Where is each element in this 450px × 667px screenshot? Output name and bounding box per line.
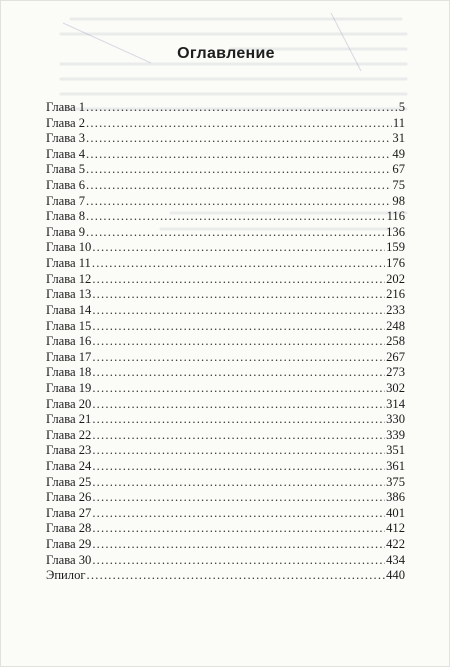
toc-dot-leader bbox=[92, 256, 385, 272]
toc-entry bbox=[46, 147, 405, 163]
toc-entry-label: Глава 24 bbox=[46, 459, 92, 474]
toc-dot-leader bbox=[92, 350, 385, 366]
toc-entry-label: Глава 6 bbox=[46, 178, 86, 193]
toc-dot-leader bbox=[92, 303, 385, 319]
toc-dot-leader bbox=[92, 272, 385, 288]
toc-entry bbox=[46, 319, 405, 335]
toc-entry-label: Глава 19 bbox=[46, 380, 92, 395]
toc-dot-leader bbox=[92, 334, 385, 350]
toc-entry-page-number: 31 bbox=[392, 131, 405, 146]
toc-entry-label: Глава 4 bbox=[46, 146, 86, 161]
toc-dot-leader bbox=[92, 490, 385, 506]
toc-dot-leader bbox=[92, 397, 385, 413]
toc-entry bbox=[46, 537, 405, 553]
toc-entry bbox=[46, 209, 405, 225]
toc-entry-label: Глава 1 bbox=[46, 100, 86, 114]
toc-entry-label: Глава 17 bbox=[46, 349, 92, 364]
toc-dot-leader bbox=[86, 178, 391, 194]
toc-entry bbox=[46, 412, 405, 428]
toc-entry-page-number: 386 bbox=[386, 490, 405, 505]
toc-entry-page-number: 422 bbox=[386, 537, 405, 552]
toc-entry-label: Глава 21 bbox=[46, 412, 92, 427]
toc-entry bbox=[46, 350, 405, 366]
toc-entry bbox=[46, 521, 405, 537]
toc-entry-page-number: 136 bbox=[386, 224, 405, 239]
toc-entry bbox=[46, 381, 405, 397]
toc-entry bbox=[46, 365, 405, 381]
toc-entry bbox=[46, 568, 405, 584]
toc-entry bbox=[46, 303, 405, 319]
toc-entry bbox=[46, 256, 405, 272]
toc-entry-label: Глава 9 bbox=[46, 224, 86, 239]
toc-entry-label: Глава 12 bbox=[46, 271, 92, 286]
toc-entry bbox=[46, 178, 405, 194]
toc-dot-leader bbox=[92, 240, 385, 256]
toc-title: Оглавление bbox=[177, 45, 275, 62]
toc-entry-page-number: 248 bbox=[386, 318, 405, 333]
toc-entry bbox=[46, 100, 405, 116]
toc-entry-page-number: 434 bbox=[386, 552, 405, 567]
toc-entry-page-number: 98 bbox=[392, 193, 405, 208]
toc-entry bbox=[46, 131, 405, 147]
toc-dot-leader bbox=[86, 131, 391, 147]
toc-entry-page-number: 302 bbox=[386, 380, 405, 395]
toc-entry bbox=[46, 506, 405, 522]
toc-dot-leader bbox=[92, 365, 385, 381]
toc-entry bbox=[46, 240, 405, 256]
toc-dot-leader bbox=[92, 537, 385, 553]
toc-entry-page-number: 440 bbox=[386, 568, 405, 583]
toc-entry bbox=[46, 162, 405, 178]
toc-entry-page-number: 375 bbox=[386, 474, 405, 489]
toc-entry-page-number: 330 bbox=[386, 412, 405, 427]
toc-entry-label: Глава 26 bbox=[46, 490, 92, 505]
toc-entry-page-number: 49 bbox=[392, 146, 405, 161]
toc-dot-leader bbox=[92, 506, 385, 522]
toc-dot-leader bbox=[86, 209, 386, 225]
toc-entry-page-number: 233 bbox=[386, 302, 405, 317]
toc-entry-label: Эпилог bbox=[46, 568, 86, 583]
toc-entry-label: Глава 8 bbox=[46, 209, 86, 224]
toc-entry-label: Глава 2 bbox=[46, 115, 86, 130]
toc-entry-page-number: 314 bbox=[386, 396, 405, 411]
toc-entry-page-number: 75 bbox=[392, 178, 405, 193]
toc-entry bbox=[46, 194, 405, 210]
toc-entry-label: Глава 20 bbox=[46, 396, 92, 411]
toc-entry-label: Глава 18 bbox=[46, 365, 92, 380]
toc-dot-leader bbox=[86, 162, 391, 178]
toc-dot-leader bbox=[86, 194, 391, 210]
toc-entry-label: Глава 5 bbox=[46, 162, 86, 177]
toc-entry bbox=[46, 116, 405, 132]
toc-dot-leader bbox=[92, 428, 385, 444]
toc-entry bbox=[46, 397, 405, 413]
toc-entry-page-number: 176 bbox=[386, 256, 405, 271]
toc-entry-page-number: 5 bbox=[398, 100, 405, 114]
toc-dot-leader bbox=[86, 147, 391, 163]
toc-entry-label: Глава 13 bbox=[46, 287, 92, 302]
toc-entry-page-number: 11 bbox=[392, 115, 405, 130]
toc-entry-page-number: 412 bbox=[386, 521, 405, 536]
toc-entry-page-number: 401 bbox=[386, 505, 405, 520]
toc-entry bbox=[46, 553, 405, 569]
toc-entry bbox=[46, 225, 405, 241]
toc-entry-label: Глава 22 bbox=[46, 427, 92, 442]
toc-dot-leader bbox=[92, 319, 385, 335]
toc-entry-page-number: 202 bbox=[386, 271, 405, 286]
toc-entry-label: Глава 15 bbox=[46, 318, 92, 333]
toc-entry bbox=[46, 475, 405, 491]
toc-entry-page-number: 351 bbox=[386, 443, 405, 458]
toc-entry-page-number: 67 bbox=[392, 162, 405, 177]
toc-dot-leader bbox=[86, 100, 398, 116]
toc-entry-page-number: 267 bbox=[386, 349, 405, 364]
toc-entry bbox=[46, 287, 405, 303]
toc-entry-label: Глава 29 bbox=[46, 537, 92, 552]
toc-dot-leader bbox=[92, 443, 385, 459]
toc-entry-label: Глава 23 bbox=[46, 443, 92, 458]
toc-dot-leader bbox=[86, 225, 385, 241]
toc-entry-label: Глава 10 bbox=[46, 240, 92, 255]
toc-dot-leader bbox=[92, 475, 385, 491]
toc-entry bbox=[46, 272, 405, 288]
toc-entry-label: Глава 25 bbox=[46, 474, 92, 489]
toc-entry bbox=[46, 490, 405, 506]
toc-dot-leader bbox=[92, 412, 385, 428]
toc-entry-page-number: 159 bbox=[386, 240, 405, 255]
toc-dot-leader bbox=[92, 521, 385, 537]
toc-dot-leader bbox=[87, 568, 386, 584]
toc-entry bbox=[46, 428, 405, 444]
toc-entry-page-number: 116 bbox=[386, 209, 405, 224]
toc-entry bbox=[46, 334, 405, 350]
toc-entry-page-number: 361 bbox=[386, 459, 405, 474]
toc-dot-leader bbox=[92, 381, 385, 397]
toc-entry-label: Глава 16 bbox=[46, 334, 92, 349]
toc-dot-leader bbox=[92, 459, 385, 475]
toc-dot-leader bbox=[92, 553, 385, 569]
toc-entry-label: Глава 14 bbox=[46, 302, 92, 317]
table-of-contents bbox=[46, 100, 405, 584]
toc-entry-label: Глава 7 bbox=[46, 193, 86, 208]
toc-entry-page-number: 273 bbox=[386, 365, 405, 380]
toc-entry bbox=[46, 459, 405, 475]
toc-entry-page-number: 339 bbox=[386, 427, 405, 442]
toc-entry-label: Глава 11 bbox=[46, 256, 91, 271]
toc-entry-label: Глава 30 bbox=[46, 552, 92, 567]
toc-entry bbox=[46, 443, 405, 459]
toc-dot-leader bbox=[86, 116, 392, 132]
toc-entry-label: Глава 3 bbox=[46, 131, 86, 146]
toc-entry-page-number: 258 bbox=[386, 334, 405, 349]
toc-entry-label: Глава 27 bbox=[46, 505, 92, 520]
toc-dot-leader bbox=[92, 287, 385, 303]
toc-entry-page-number: 216 bbox=[386, 287, 405, 302]
toc-entry-label: Глава 28 bbox=[46, 521, 92, 536]
